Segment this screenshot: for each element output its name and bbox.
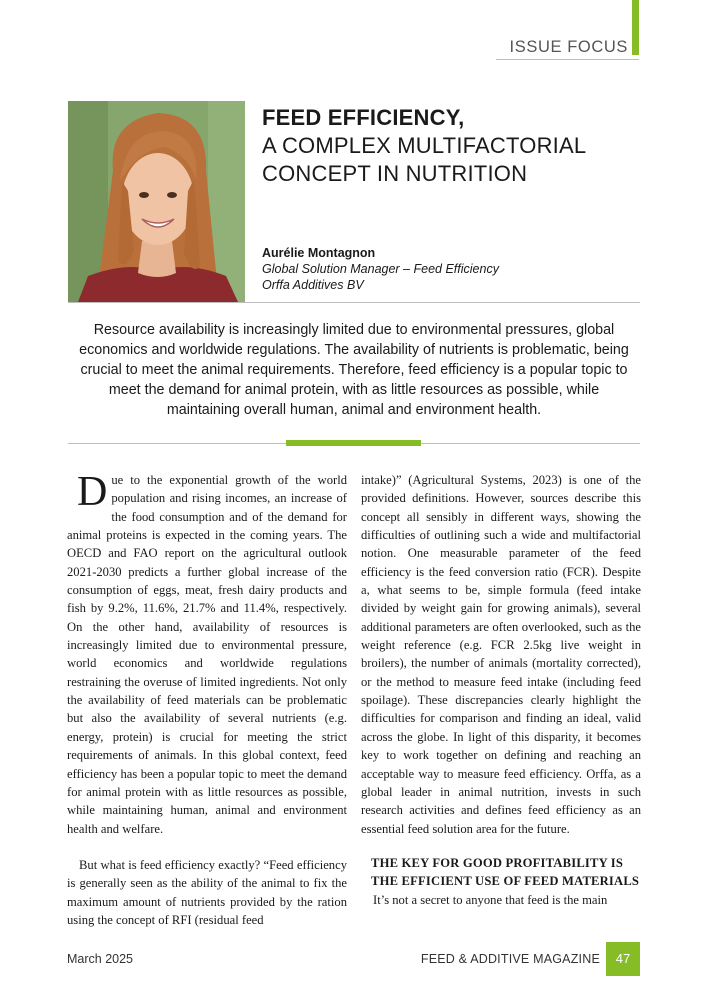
subheading xyxy=(361,854,641,891)
body-column-right xyxy=(361,471,641,909)
header-divider xyxy=(496,59,639,60)
subheading-line-1: THE KEY FOR GOOD PROFITABILITY IS xyxy=(371,855,624,870)
body-paragraph-1 xyxy=(67,471,347,838)
body-paragraph-2: But what is feed efficiency exactly? “Feed efficiency is generally seen as the ability of the animal to fix the maximum amount of nutrients provided by the ration using the concept of RFI (residual feed xyxy=(67,857,347,927)
page-number: 47 xyxy=(606,942,640,976)
section-label: ISSUE FOCUS xyxy=(509,38,628,56)
body-paragraph-3: intake)” (Agricultural Systems, 2023) is one of the provided definitions. However, sources describe this concept all sensibly in different ways, showing the difficulties of outlining such a wide and multifactorial notion. One measurable parameter of the feed efficiency is the feed conversion ratio (FCR). Despite a, what seems to be, simple formula (feed intake divided by weight gain for growing animals), several additional parameters are often overlooked, such as the weight reference (e.g. FCR 2.5kg live weight in broilers), the number of animals (mortality corrected), or the method to measure feed intake (including feed spoilage). These discrepancies clearly highlight the difficulties for comparison and finding an ideal, valid across the globe. In light of this disparity, it becomes key to work together on defining and reaching an acceptable way to measure feed efficiency. Orffa, as a global leader in animal nutrition, invests in such research activities and defines feed efficiency as an essential feed solution area for the future. xyxy=(361,473,641,836)
lead-accent-bar xyxy=(286,440,421,446)
subheading-line-2: THE EFFICIENT USE OF FEED MATERIALS xyxy=(371,874,640,889)
author-name: Aurélie Montagnon xyxy=(262,246,376,260)
drop-cap: D xyxy=(77,469,108,515)
author-organization: Orffa Additives BV xyxy=(262,278,364,292)
author-divider xyxy=(68,302,640,303)
footer-date: March 2025 xyxy=(67,952,134,966)
author-role: Global Solution Manager – Feed Efficiency xyxy=(262,262,499,276)
body-column-left xyxy=(67,471,347,929)
body-paragraph-4: It’s not a secret to anyone that feed is the main xyxy=(373,892,608,907)
lead-paragraph: Resource availability is increasingly limited due to environmental pressures, global economics and worldwide regulations. The availability of nutrients is problematic, being crucial to meet the animal requirements. Therefore, feed efficiency is a popular topic to meet the demand for animal protein, with as little resources as possible, while maintaining overall human, animal and environment health. xyxy=(79,322,629,418)
title-line-2: A COMPLEX MULTIFACTORIAL xyxy=(262,133,587,158)
author-block xyxy=(262,245,642,293)
body-paragraph-1-text: ue to the exponential growth of the world population and rising incomes, an increase of the food consumption and of the demand for animal proteins is expected in the coming years. The OECD and FAO report on the agricultural outlook 2021-2030 predicts a further global increase of the consumption of eggs, meat, fresh dairy products and fish by 9.2%, 11.6%, 21.7% and 11.4%, respectively. On the other hand, availability of resources is increasingly limited due to environmental pressure, world economics and worldwide regulations restraining the overuse of limited ingredients. Not only the availability of feed materials can be problematic but also the availability of several nutrients (e.g. energy, protein) is crucial for meeting the strict requirements of animals. In this global context, feed efficiency has been a popular topic to meet the demand for animal protein with as little resources as possible, while maintaining human, animal and environment health and welfare. xyxy=(67,473,347,836)
title-line-1: FEED EFFICIENCY, xyxy=(262,105,465,130)
title-line-3: CONCEPT IN NUTRITION xyxy=(262,161,528,186)
article-title xyxy=(262,104,642,188)
author-portrait-icon xyxy=(68,101,245,302)
footer-magazine-name: FEED & ADDITIVE MAGAZINE xyxy=(420,952,600,966)
top-accent-bar xyxy=(632,0,639,55)
